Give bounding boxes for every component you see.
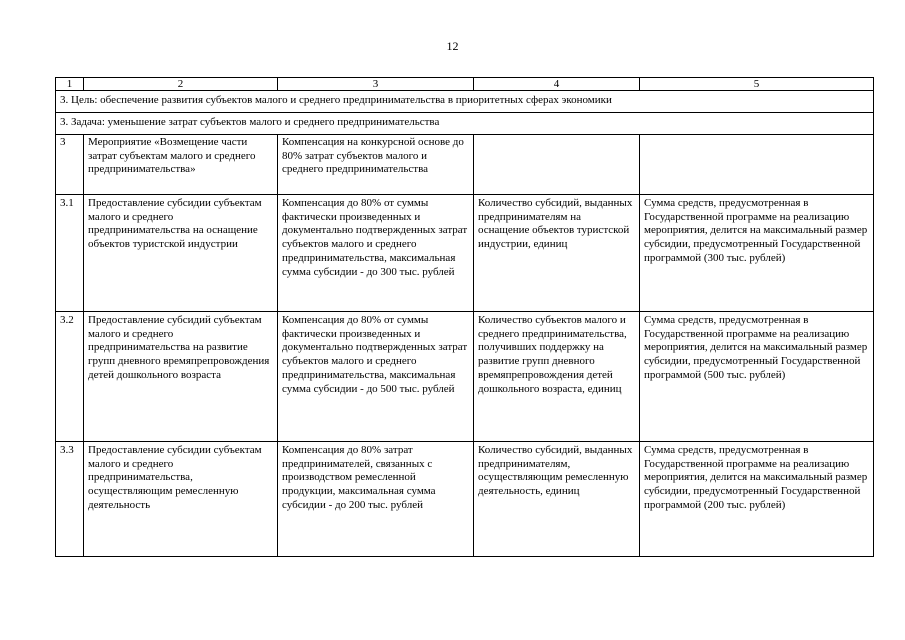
row-number: 3 [56, 135, 84, 195]
column-number: 1 [56, 78, 84, 91]
indicator-name: Количество субсидий, выданных предпринимателям, осуществляющим ремесленную деятельность, единиц [474, 442, 640, 557]
column-number: 3 [278, 78, 474, 91]
task-row [56, 113, 874, 135]
row-number: 3.1 [56, 195, 84, 312]
column-number-row [56, 78, 874, 91]
table-row [56, 195, 874, 312]
goal-row [56, 91, 874, 113]
row-number: 3.3 [56, 442, 84, 557]
measure-description: Компенсация до 80% затрат предпринимателей, связанных с производством ремесленной продукции, максимальная сумма субсидии - до 200 тыс. рублей [278, 442, 474, 557]
measure-description: Компенсация до 80% от суммы фактически произведенных и документально подтвержденных затрат субъектов малого и среднего предпринимательства, максимальная сумма субсидии - до 300 тыс. рублей [278, 195, 474, 312]
measure-description: Компенсация на конкурсной основе до 80% затрат субъектов малого и среднего предпринимательства [278, 135, 474, 195]
measure-description: Компенсация до 80% от суммы фактически произведенных и документально подтвержденных затрат субъектов малого и среднего предпринимательства, максимальная сумма субсидии - до 500 тыс. рублей [278, 312, 474, 442]
page-number: 12 [446, 39, 459, 53]
column-number: 4 [474, 78, 640, 91]
goal-text: 3. Цель: обеспечение развития субъектов малого и среднего предпринимательства в приоритетных сферах экономики [56, 91, 874, 113]
indicator-name [474, 135, 640, 195]
calculation-method: Сумма средств, предусмотренная в Государственной программе на реализацию мероприятия, делится на максимальный размер субсидии, предусмотренный Государственной программой (300 тыс. рублей) [640, 195, 874, 312]
calculation-method: Сумма средств, предусмотренная в Государственной программе на реализацию мероприятия, делится на максимальный размер субсидии, предусмотренный Государственной программой (500 тыс. рублей) [640, 312, 874, 442]
measure-name: Мероприятие «Возмещение части затрат субъектам малого и среднего предпринимательства» [84, 135, 278, 195]
table-row [56, 442, 874, 557]
task-text: 3. Задача: уменьшение затрат субъектов малого и среднего предпринимательства [56, 113, 874, 135]
calculation-method: Сумма средств, предусмотренная в Государственной программе на реализацию мероприятия, делится на максимальный размер субсидии, предусмотренный Государственной программой (200 тыс. рублей) [640, 442, 874, 557]
measure-name: Предоставление субсидии субъектам малого и среднего предпринимательства на оснащение объектов туристской индустрии [84, 195, 278, 312]
table-row [56, 312, 874, 442]
measure-name: Предоставление субсидий субъектам малого и среднего предпринимательства на развитие групп дневного времяпрепровождения детей дошкольного возраста [84, 312, 278, 442]
column-number: 2 [84, 78, 278, 91]
calculation-method [640, 135, 874, 195]
column-number: 5 [640, 78, 874, 91]
table-row [56, 135, 874, 195]
measures-table [55, 77, 874, 557]
indicator-name: Количество субъектов малого и среднего предпринимательства, получивших поддержку на развитие групп дневного времяпрепровождения детей дошкольного возраста, единиц [474, 312, 640, 442]
row-number: 3.2 [56, 312, 84, 442]
measure-name: Предоставление субсидии субъектам малого и среднего предпринимательства, осуществляющим ремесленную деятельность [84, 442, 278, 557]
indicator-name: Количество субсидий, выданных предпринимателям на оснащение объектов туристской индустрии, единиц [474, 195, 640, 312]
